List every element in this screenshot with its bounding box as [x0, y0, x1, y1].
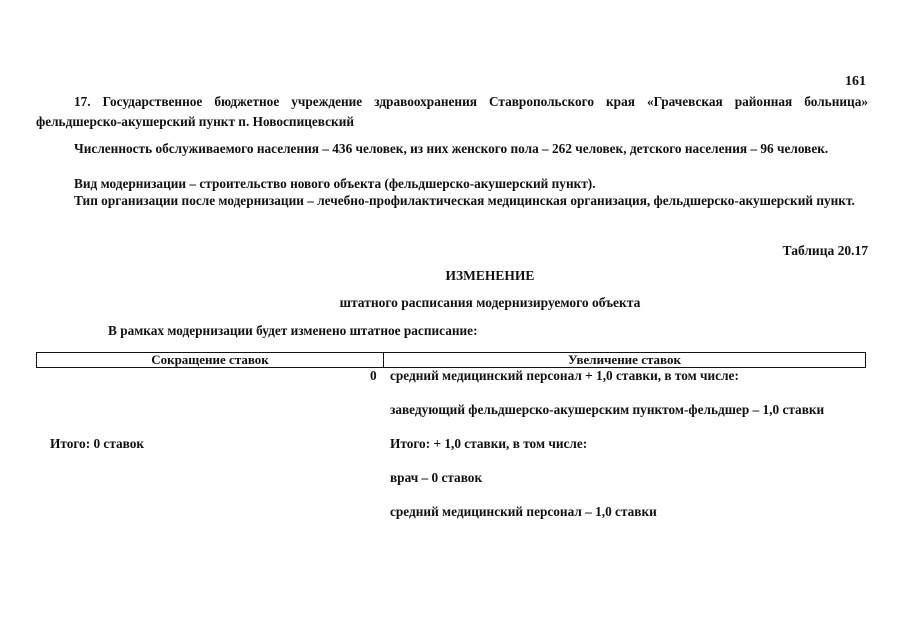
- reduction-total: Итого: 0 ставок: [50, 436, 145, 451]
- table-title: ИЗМЕНЕНИЕ: [445, 268, 535, 283]
- table-header-row: [36, 352, 866, 368]
- reduction-value: 0: [370, 368, 377, 383]
- page-number: 161: [845, 74, 866, 89]
- table-subtitle: штатного расписания модернизируемого объекта: [339, 295, 641, 310]
- table-label: Таблица 20.17: [782, 243, 868, 258]
- increase-line: средний медицинский персонал – 1,0 ставки: [390, 504, 657, 519]
- modernization-type-paragraph: Вид модернизации – строительство нового объекта (фельдшерско-акушерский пункт).: [74, 176, 596, 191]
- organization-type-paragraph: Тип организации после модернизации – лечебно-профилактическая медицинская организация, фельдшерско-акушерский пункт.: [74, 193, 855, 208]
- increase-line: заведующий фельдшерско-акушерским пунктом-фельдшер – 1,0 ставки: [390, 402, 825, 417]
- header-reduction: Сокращение ставок: [37, 353, 384, 367]
- increase-line: врач – 0 ставок: [390, 470, 483, 485]
- institution-heading: 17. Государственное бюджетное учреждение здравоохранения Ставропольского края «Грачевская районная больница» фельдшерско-акушерский пункт п. Новоспицевский: [36, 94, 868, 129]
- increase-total: Итого: + 1,0 ставки, в том числе:: [390, 436, 588, 451]
- increase-line: средний медицинский персонал + 1,0 ставки, в том числе:: [390, 368, 739, 383]
- header-increase: Увеличение ставок: [568, 353, 681, 367]
- intro-text: В рамках модернизации будет изменено штатное расписание:: [108, 323, 478, 338]
- population-paragraph: Численность обслуживаемого населения – 436 человек, из них женского пола – 262 человек, детского населения – 96 человек.: [74, 141, 829, 156]
